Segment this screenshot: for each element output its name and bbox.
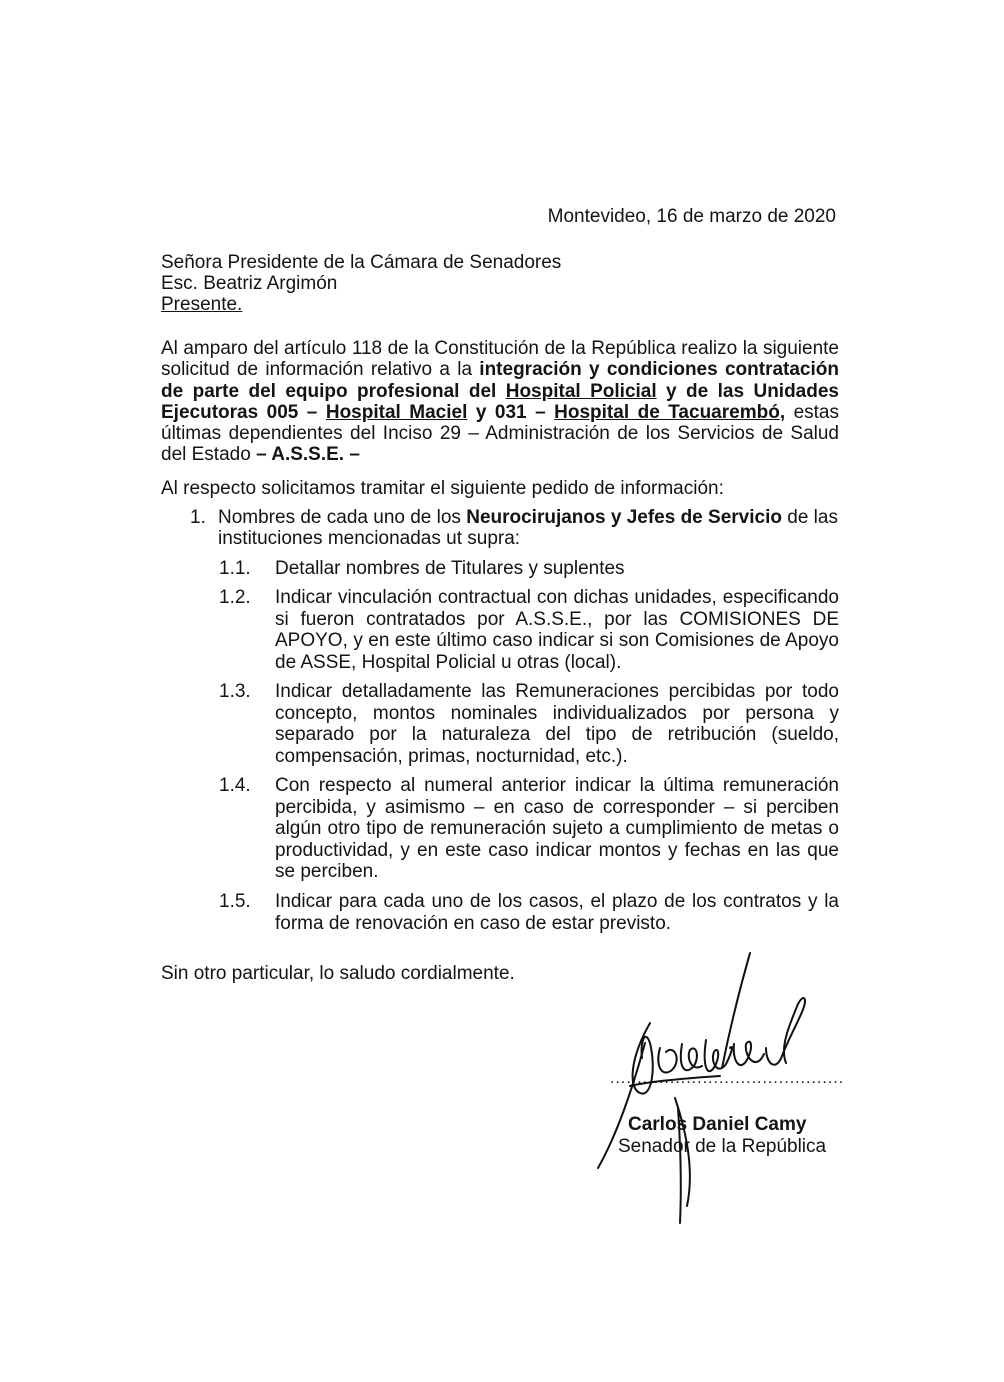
sub-item-1-1 bbox=[219, 558, 839, 580]
sub-item-1-4 bbox=[219, 775, 839, 883]
addressee-title: Señora Presidente de la Cámara de Senadores bbox=[161, 252, 562, 273]
list-item bbox=[190, 507, 840, 549]
sub-item-number: 1.4. bbox=[219, 775, 251, 796]
intro-paragraph bbox=[161, 338, 839, 466]
list-item-text bbox=[218, 507, 840, 549]
signature-dotted-line: ........................................... bbox=[610, 1070, 845, 1087]
signatory-name: Carlos Daniel Camy bbox=[628, 1114, 807, 1135]
intro-hospital-tacuarembo: Hospital de Tacuarembó bbox=[554, 401, 780, 423]
intro-bold-3: y 031 – bbox=[467, 401, 555, 423]
handwritten-signature bbox=[590, 948, 850, 1228]
sub-item-1-2 bbox=[219, 587, 839, 673]
sub-item-number: 1.3. bbox=[219, 681, 251, 702]
request-paragraph: Al respecto solicitamos tramitar el siguiente pedido de información: bbox=[161, 478, 724, 499]
intro-bold-4: , bbox=[779, 401, 786, 423]
sub-item-number: 1.5. bbox=[219, 891, 251, 912]
sub-item-text: Detallar nombres de Titulares y suplentes bbox=[275, 558, 625, 579]
sub-item-text: Indicar vinculación contractual con dichas unidades, especificando si fueron contratados por A.S.S.E., por las COMISIONES DE APOYO, y en este último caso indicar si son Comisiones de Apoyo de ASSE, Hospital Policial u otras (local). bbox=[275, 587, 839, 673]
closing-line: Sin otro particular, lo saludo cordialmente. bbox=[161, 963, 515, 984]
letter-date: Montevideo, 16 de marzo de 2020 bbox=[547, 206, 836, 227]
intro-text-2: estas últimas dependientes del Inciso 29 – Administración de los Servicios de Salud del Estado bbox=[161, 401, 839, 466]
intro-text-1: Al amparo del artículo 118 de la Constitución de la República realizo la siguiente solicitud de información relativo a la bbox=[161, 338, 839, 381]
intro-asse: – A.S.S.E. – bbox=[256, 444, 360, 466]
sub-item-1-5 bbox=[219, 891, 839, 934]
list-item-number: 1. bbox=[190, 507, 206, 528]
intro-hospital-policial: Hospital Policial bbox=[505, 380, 657, 402]
intro-hospital-maciel: Hospital Maciel bbox=[325, 401, 468, 423]
signatory-title: Senador de la República bbox=[618, 1136, 827, 1157]
sub-item-text: Con respecto al numeral anterior indicar la última remuneración percibida, y asimismo – en caso de corresponder – si perciben algún otro tipo de remuneración sujeto a cumplimiento de metas o productividad, y en este caso indicar montos y fechas en las que se perciben. bbox=[275, 775, 839, 882]
sub-item-text: Indicar para cada uno de los casos, el plazo de los contratos y la forma de renovación en caso de estar previsto. bbox=[275, 891, 839, 934]
sub-item-number: 1.1. bbox=[219, 558, 251, 579]
addressee-presente: Presente. bbox=[161, 294, 243, 315]
addressee-block bbox=[161, 252, 561, 315]
addressee-name: Esc. Beatriz Argimón bbox=[161, 273, 338, 294]
intro-bold-2: y de las Unidades Ejecutoras 005 – bbox=[161, 380, 839, 423]
sub-item-1-3 bbox=[219, 681, 839, 767]
item1-text-c: de las instituciones mencionadas ut supra: bbox=[218, 507, 838, 549]
item1-text-bold: Neurocirujanos y Jefes de Servicio bbox=[466, 507, 782, 528]
item1-text-a: Nombres de cada uno de los bbox=[218, 507, 467, 528]
sub-item-text: Indicar detalladamente las Remuneraciones percibidas por todo concepto, montos nominales individualizados por persona y separado por la naturaleza del tipo de retribución (sueldo, compensación, primas, nocturnidad, etc.). bbox=[275, 681, 839, 767]
intro-bold-1: integración y condiciones contratación de parte del equipo profesional del bbox=[161, 359, 839, 402]
sub-item-number: 1.2. bbox=[219, 587, 251, 608]
